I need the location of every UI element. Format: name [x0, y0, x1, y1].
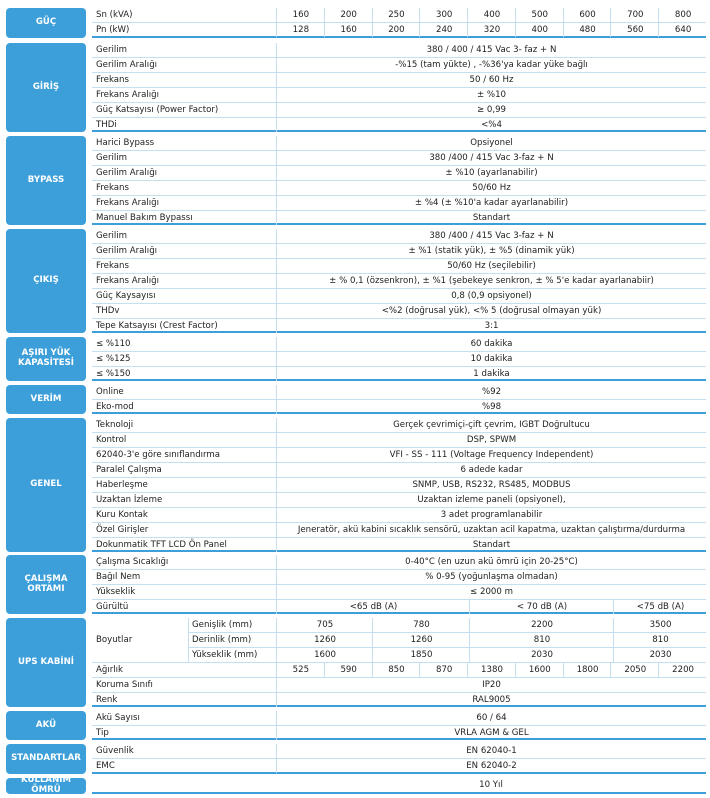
noise-label: Gürültü [96, 602, 129, 612]
spec-name: Online [96, 387, 124, 397]
spec-name: Güvenlik [96, 746, 134, 756]
value-cell: 600 [563, 8, 612, 22]
value-cell: 320 [467, 23, 516, 37]
spec-value: 3:1 [276, 319, 706, 333]
spec-row [92, 136, 706, 151]
section-calisma-ortami [6, 555, 706, 614]
spec-name: Gerilim [96, 231, 128, 241]
section-kullanim-omru [6, 775, 706, 795]
noise-row [92, 600, 706, 614]
spec-name: Harici Bypass [96, 138, 155, 148]
dims-divider [188, 647, 706, 648]
giris-rows [92, 43, 706, 132]
value-cell: 160 [324, 23, 373, 37]
section-label-aku: AKÜ [6, 711, 86, 740]
section-cikis [6, 229, 706, 333]
spec-row [92, 538, 706, 552]
spec-name: Gerilim [96, 45, 128, 55]
section-bypass [6, 136, 706, 225]
guc-rows [92, 8, 706, 38]
spec-value: Gerçek çevrimiçi-çift çevrim, IGBT Doğrultucu [276, 418, 706, 432]
value-cell: 2200 [658, 663, 707, 677]
spec-row [92, 508, 706, 523]
noise-value-1: <65 dB (A) [276, 600, 470, 614]
spec-value: EN 62040-2 [276, 759, 706, 773]
spec-value: VRLA AGM & GEL [276, 726, 706, 740]
height-value-2: 1850 [372, 648, 470, 662]
spec-row [92, 585, 706, 600]
spec-value: 50/60 Hz [276, 181, 706, 195]
spec-row [92, 43, 706, 58]
spec-row [92, 418, 706, 433]
spec-row [92, 385, 706, 400]
spec-row [92, 151, 706, 166]
spec-name: Yükseklik [96, 587, 136, 597]
spec-row [92, 367, 706, 381]
spec-value: EN 62040-1 [276, 744, 706, 758]
spec-name: Gerilim Aralığı [96, 168, 158, 178]
spec-value: ± % 0,1 (özsenkron), ± %1 (şebekeye senkron, ± % 5'e kadar ayarlanabiir) [276, 274, 706, 288]
spec-name: Frekans Aralığı [96, 198, 159, 208]
pn-label: Pn (kW) [96, 25, 130, 35]
section-standartlar [6, 744, 706, 774]
height-value-3: 2030 [469, 648, 614, 662]
asiri-label-line-1: AŞIRI YÜK [21, 348, 71, 359]
spec-value: %92 [276, 385, 706, 399]
spec-row [92, 304, 706, 319]
spec-row [92, 274, 706, 289]
section-label-verim: VERİM [6, 385, 86, 414]
width-value-4: 3500 [613, 618, 707, 632]
section-label-calisma [6, 555, 86, 614]
spec-value: ± %4 (± %10'a kadar ayarlanabilir) [276, 196, 706, 210]
spec-value: 0,8 (0,9 opsiyonel) [276, 289, 706, 303]
value-cell: 128 [276, 23, 325, 37]
spec-name: Frekans [96, 261, 129, 271]
spec-name: Frekans Aralığı [96, 276, 159, 286]
spec-value: ± %1 (statik yük), ± %5 (dinamik yük) [276, 244, 706, 258]
section-giris [6, 43, 706, 132]
asiri-rows [92, 337, 706, 381]
spec-value: Standart [276, 538, 706, 552]
spec-row [92, 463, 706, 478]
spec-value: ± %10 (ayarlanabilir) [276, 166, 706, 180]
spec-name: Güç Kaysayısı [96, 291, 156, 301]
spec-value: ≥ 0,99 [276, 103, 706, 117]
spec-row [92, 211, 706, 225]
color-row [92, 693, 706, 707]
spec-value: Jeneratör, akü kabini sıcaklık sensörü, uzaktan acil kapatma, uzaktan çalıştırma/durdurma [276, 523, 706, 537]
spec-row [92, 523, 706, 538]
weight-label: Ağırlık [96, 665, 124, 675]
noise-value-2: < 70 dB (A) [469, 600, 614, 614]
spec-row [92, 259, 706, 274]
bypass-rows [92, 136, 706, 225]
protection-value: IP20 [276, 678, 706, 692]
depth-value-3: 810 [469, 633, 614, 647]
spec-row [92, 88, 706, 103]
width-value-1: 705 [276, 618, 373, 632]
spec-name: Gerilim [96, 153, 128, 163]
spec-row [92, 103, 706, 118]
protection-row [92, 678, 706, 693]
value-cell: 480 [563, 23, 612, 37]
spec-name: Akü Sayısı [96, 713, 140, 723]
spec-value: -%15 (tam yükte) , -%36'ya kadar yüke bağlı [276, 58, 706, 72]
spec-row [92, 166, 706, 181]
width-value-2: 780 [372, 618, 470, 632]
section-label-bypass: BYPASS [6, 136, 86, 225]
sn-label: Sn (kVA) [96, 10, 133, 20]
value-cell: 560 [610, 23, 659, 37]
spec-value: <%4 [276, 118, 706, 132]
spec-name: Frekans [96, 183, 129, 193]
spec-row [92, 229, 706, 244]
spec-row [92, 337, 706, 352]
pn-row [92, 23, 706, 37]
spec-name: Kuru Kontak [96, 510, 148, 520]
spec-value: Uzaktan izleme paneli (opsiyonel), [276, 493, 706, 507]
spec-name: ≤ %150 [96, 369, 131, 379]
dims-divider [188, 632, 706, 633]
weight-row [92, 663, 706, 678]
spec-name: Paralel Çalışma [96, 465, 162, 475]
spec-row [92, 726, 706, 740]
spec-value: ± %10 [276, 88, 706, 102]
spec-value: 0-40°C (en uzun akü ömrü için 20-25°C) [276, 555, 706, 569]
value-cell: 200 [372, 23, 421, 37]
protection-label: Koruma Sınıfı [96, 680, 153, 690]
value-cell: 525 [276, 663, 325, 677]
value-cell: 300 [419, 8, 468, 22]
spec-value: Opsiyonel [276, 136, 706, 150]
depth-value-2: 1260 [372, 633, 470, 647]
section-label-giris: GİRİŞ [6, 43, 86, 132]
section-asiri-yuk [6, 337, 706, 381]
spec-row [92, 493, 706, 508]
color-label: Renk [96, 695, 118, 705]
spec-name: Uzaktan İzleme [96, 495, 163, 505]
spec-value: 1 dakika [276, 367, 706, 381]
spec-row [92, 319, 706, 333]
spec-value: ≤ 2000 m [276, 585, 706, 599]
noise-value-3: <75 dB (A) [613, 600, 707, 614]
spec-value: 60 / 64 [276, 711, 706, 725]
spec-row [92, 73, 706, 88]
spec-row [92, 478, 706, 493]
spec-name: Teknoloji [96, 420, 134, 430]
calisma-label-line-1: ÇALIŞMA [24, 573, 68, 584]
spec-row [92, 448, 706, 463]
spec-row [92, 58, 706, 73]
spec-row [92, 118, 706, 132]
spec-row [92, 196, 706, 211]
spec-row [92, 400, 706, 414]
section-verim [6, 385, 706, 414]
value-cell: 2050 [610, 663, 659, 677]
calisma-rows [92, 555, 706, 614]
spec-value: %98 [276, 400, 706, 414]
value-cell: 500 [515, 8, 564, 22]
value-cell: 590 [324, 663, 373, 677]
spec-value: 50 / 60 Hz [276, 73, 706, 87]
asiri-label-line-2: KAPASİTESİ [18, 358, 74, 368]
value-cell: 250 [372, 8, 421, 22]
spec-row [92, 570, 706, 585]
spec-row [92, 352, 706, 367]
color-value: RAL9005 [276, 693, 706, 707]
value-cell: 850 [372, 663, 421, 677]
dims-label: Boyutlar [96, 635, 133, 645]
spec-value: 10 dakika [276, 352, 706, 366]
spec-value: <%2 (doğrusal yük), <% 5 (doğrusal olmayan yük) [276, 304, 706, 318]
height-label: Yükseklik (mm) [188, 648, 277, 662]
section-label-kullanim: KULLANIM ÖMRÜ [6, 778, 86, 794]
value-cell: 1380 [467, 663, 516, 677]
spec-name: Gerilim Aralığı [96, 60, 158, 70]
ups-rows [92, 618, 706, 707]
section-label-ups: UPS KABİNİ [6, 618, 86, 707]
section-label-guc: GÜÇ [6, 8, 86, 38]
spec-row [92, 181, 706, 196]
spec-value: SNMP, USB, RS232, RS485, MODBUS [276, 478, 706, 492]
kullanim-value: 10 Yıl [479, 780, 503, 790]
spec-value: VFI - SS - 111 (Voltage Frequency Independent) [276, 448, 706, 462]
section-guc [6, 8, 706, 38]
spec-name: Haberleşme [96, 480, 148, 490]
value-cell: 160 [276, 8, 325, 22]
width-value-3: 2200 [469, 618, 614, 632]
spec-value: 6 adede kadar [276, 463, 706, 477]
spec-name: ≤ %125 [96, 354, 131, 364]
spec-name: Çalışma Sıcaklığı [96, 557, 169, 567]
depth-label: Derinlik (mm) [188, 633, 277, 647]
spec-name: THDi [96, 120, 117, 130]
value-cell: 800 [658, 8, 707, 22]
spec-row [92, 289, 706, 304]
kullanim-row [92, 778, 706, 794]
value-cell: 870 [419, 663, 468, 677]
spec-name: Manuel Bakım Bypassı [96, 213, 193, 223]
verim-rows [92, 385, 706, 414]
spec-value: 380 / 400 / 415 Vac 3- faz + N [276, 43, 706, 57]
spec-name: Frekans Aralığı [96, 90, 159, 100]
spec-name: Tepe Katsayısı (Crest Factor) [96, 321, 218, 331]
value-cell: 400 [467, 8, 516, 22]
spec-name: Frekans [96, 75, 129, 85]
spec-value: % 0-95 (yoğunlaşma olmadan) [276, 570, 706, 584]
spec-name: Gerilim Aralığı [96, 246, 158, 256]
value-cell: 640 [658, 23, 707, 37]
section-ups-kabini [6, 618, 706, 707]
sn-row [92, 8, 706, 23]
value-cell: 700 [610, 8, 659, 22]
spec-value: Standart [276, 211, 706, 225]
section-genel [6, 418, 706, 552]
depth-value-4: 810 [613, 633, 707, 647]
spec-name: Kontrol [96, 435, 127, 445]
height-value-4: 2030 [613, 648, 707, 662]
spec-name: ≤ %110 [96, 339, 131, 349]
spec-value: 50/60 Hz (seçilebilir) [276, 259, 706, 273]
section-label-standartlar: STANDARTLAR [6, 744, 86, 774]
spec-row [92, 555, 706, 570]
value-cell: 200 [324, 8, 373, 22]
section-label-genel: GENEL [6, 418, 86, 552]
spec-name: EMC [96, 761, 115, 771]
value-cell: 400 [515, 23, 564, 37]
section-aku [6, 711, 706, 740]
height-value-1: 1600 [276, 648, 373, 662]
spec-value: 3 adet programlanabilir [276, 508, 706, 522]
cikis-rows [92, 229, 706, 333]
value-cell: 1600 [515, 663, 564, 677]
calisma-label-line-2: ORTAMI [27, 583, 65, 594]
spec-row [92, 759, 706, 773]
spec-name: 62040-3'e göre sınıflandırma [96, 450, 221, 460]
spec-name: Eko-mod [96, 402, 134, 412]
spec-value: 380 /400 / 415 Vac 3-faz + N [276, 229, 706, 243]
width-label: Genişlik (mm) [188, 618, 277, 632]
spec-name: Tip [96, 728, 109, 738]
spec-name: THDv [96, 306, 120, 316]
spec-name: Bağıl Nem [96, 572, 141, 582]
aku-rows [92, 711, 706, 740]
section-label-cikis: ÇIKIŞ [6, 229, 86, 333]
value-cell: 240 [419, 23, 468, 37]
depth-value-1: 1260 [276, 633, 373, 647]
spec-row [92, 433, 706, 448]
genel-rows [92, 418, 706, 552]
spec-name: Dokunmatik TFT LCD Ön Panel [96, 540, 227, 550]
spec-name: Özel Girişler [96, 525, 149, 535]
spec-name: Güç Katsayısı (Power Factor) [96, 105, 219, 115]
section-label-asiri-yuk [6, 337, 86, 381]
spec-row [92, 744, 706, 759]
spec-row [92, 711, 706, 726]
value-cell: 1800 [563, 663, 612, 677]
spec-row [92, 244, 706, 259]
standartlar-rows [92, 744, 706, 774]
spec-value: 60 dakika [276, 337, 706, 351]
spec-value: DSP, SPWM [276, 433, 706, 447]
spec-value: 380 /400 / 415 Vac 3-faz + N [276, 151, 706, 165]
